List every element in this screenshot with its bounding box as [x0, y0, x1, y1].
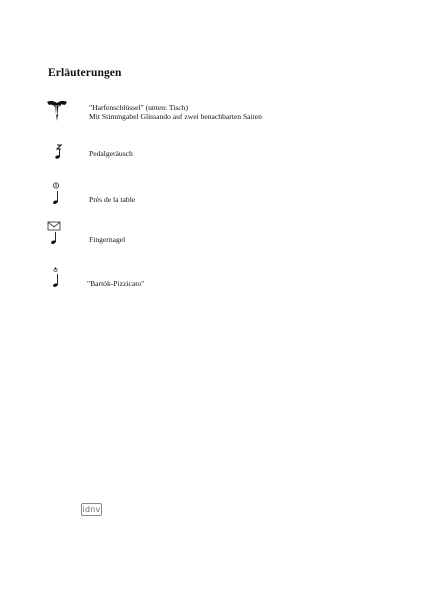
entry-line: Pedalgeräusch	[89, 149, 133, 158]
page-title: Erläuterungen	[48, 67, 122, 79]
harp-clef-icon	[45, 99, 69, 123]
entry-text-pres-de-la-table	[89, 195, 135, 204]
entry-text-pedal-noise	[89, 149, 133, 158]
entry-line: Mit Stimmgabel Glissando auf zwei benachbarten Saiten	[89, 112, 262, 122]
entry-line: Près de la table	[89, 195, 136, 204]
fingernail-note-icon	[47, 221, 63, 245]
entry-text-harp-clef	[89, 103, 262, 121]
entry-line: "Harfenschlüssel" (unten: Tisch)	[89, 103, 189, 112]
entry-text-fingernail	[89, 235, 125, 244]
entry-line: Fingernagel	[89, 235, 126, 244]
publisher-logo: idnv	[82, 505, 101, 514]
entry-line: "Bartók-Pizzicato"	[87, 279, 145, 288]
pedal-noise-icon	[52, 144, 64, 160]
entry-text-bartok-pizzicato	[87, 279, 144, 288]
circled-note-icon	[50, 182, 62, 206]
bartok-pizzicato-icon	[50, 266, 62, 290]
